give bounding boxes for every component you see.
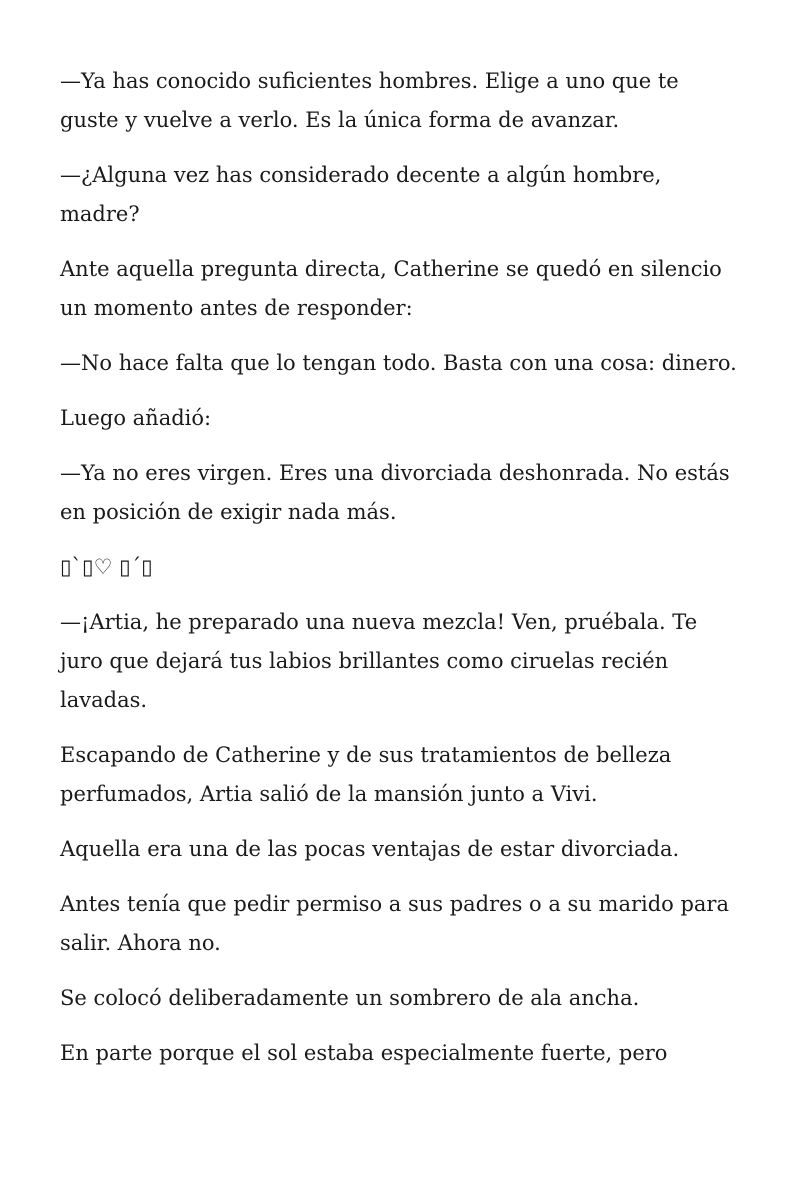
- paragraph: —¿Alguna vez has considerado decente a algún hombre, madre?: [60, 163, 662, 226]
- paragraph: Escapando de Catherine y de sus tratamientos de belleza perfumados, Artia salió de la mansión junto a Vivi.: [60, 743, 672, 806]
- document-page: [60, 62, 740, 1089]
- paragraph: En parte porque el sol estaba especialmente fuerte, pero: [60, 1041, 668, 1065]
- section-divider: ▯`▯♡ ▯´▯: [60, 555, 153, 579]
- paragraph: —No hace falta que lo tengan todo. Basta con una cosa: dinero.: [60, 351, 737, 375]
- paragraph: —¡Artia, he preparado una nueva mezcla! Ven, pruébala. Te juro que dejará tus labios brillantes como ciruelas recién lavadas.: [60, 610, 698, 712]
- paragraph: Se colocó deliberadamente un sombrero de ala ancha.: [60, 986, 640, 1010]
- paragraph: —Ya has conocido suficientes hombres. Elige a uno que te guste y vuelve a verlo. Es la única forma de avanzar.: [60, 69, 679, 132]
- paragraph: —Ya no eres virgen. Eres una divorciada deshonrada. No estás en posición de exigir nada más.: [60, 461, 730, 524]
- paragraph: Ante aquella pregunta directa, Catherine se quedó en silencio un momento antes de responder:: [60, 257, 722, 320]
- paragraph: Luego añadió:: [60, 406, 212, 430]
- paragraph: Antes tenía que pedir permiso a sus padres o a su marido para salir. Ahora no.: [60, 892, 729, 955]
- paragraph: Aquella era una de las pocas ventajas de estar divorciada.: [60, 837, 680, 861]
